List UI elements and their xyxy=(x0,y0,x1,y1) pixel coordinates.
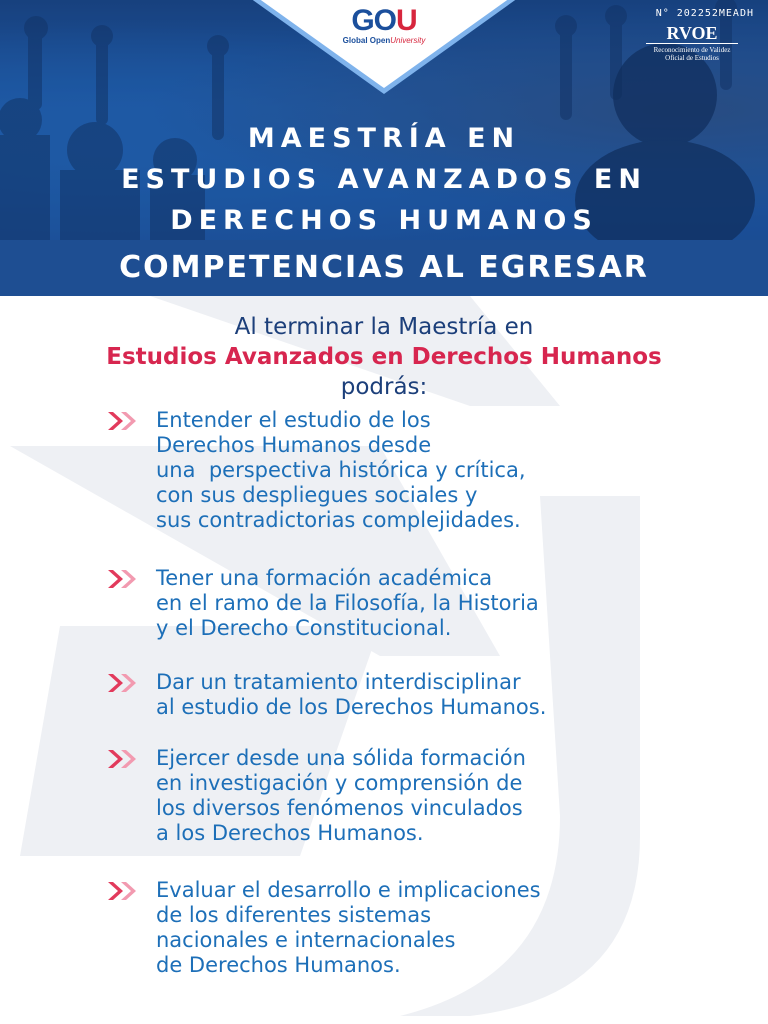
item-line: nacionales e internacionales xyxy=(156,928,456,952)
intro-program-name: Estudios Avanzados en Derechos Humanos xyxy=(106,344,662,370)
list-item xyxy=(104,408,526,533)
item-line: Dar un tratamiento interdisciplinar xyxy=(156,670,521,694)
program-title-line: ESTUDIOS AVANZADOS EN xyxy=(121,164,647,195)
program-title xyxy=(0,118,768,240)
item-line: una perspectiva histórica y crítica, xyxy=(156,458,526,482)
logo-tag-uni: University xyxy=(390,36,426,45)
item-line: a los Derechos Humanos. xyxy=(156,821,424,845)
section-banner: COMPETENCIAS AL EGRESAR xyxy=(0,240,768,296)
rvoe-badge xyxy=(646,24,738,62)
double-chevron-right-icon xyxy=(106,410,142,432)
logo-tag-main: Global Open xyxy=(342,36,391,45)
rvoe-number: N° 202252MEADH xyxy=(655,8,754,19)
item-line: Ejercer desde una sólida formación xyxy=(156,746,526,770)
item-line: sus contradictorias complejidades. xyxy=(156,508,521,532)
item-line: al estudio de los Derechos Humanos. xyxy=(156,695,547,719)
item-line: de Derechos Humanos. xyxy=(156,953,401,977)
logo-mark-u: U xyxy=(396,4,417,37)
item-line: en el ramo de la Filosofía, la Historia xyxy=(156,591,539,615)
list-item xyxy=(104,566,539,641)
rvoe-label: RVOE xyxy=(646,24,738,44)
double-chevron-right-icon xyxy=(106,748,142,770)
list-item xyxy=(104,878,541,978)
program-title-line: DERECHOS HUMANOS xyxy=(170,205,598,236)
intro-text xyxy=(0,312,768,402)
double-chevron-right-icon xyxy=(106,568,142,590)
item-line: Evaluar el desarrollo e implicaciones xyxy=(156,878,541,902)
double-chevron-right-icon xyxy=(106,672,142,694)
intro-line: Al terminar la Maestría en xyxy=(234,314,534,340)
item-line: Derechos Humanos desde xyxy=(156,433,432,457)
item-line: Entender el estudio de los xyxy=(156,408,431,432)
list-item xyxy=(104,670,546,720)
item-line: Tener una formación académica xyxy=(156,566,493,590)
intro-line: podrás: xyxy=(340,374,428,400)
double-chevron-right-icon xyxy=(106,880,142,902)
hero-photo xyxy=(0,0,768,240)
item-line: y el Derecho Constitucional. xyxy=(156,616,452,640)
item-line: los diversos fenómenos vinculados xyxy=(156,796,523,820)
list-item xyxy=(104,746,526,846)
item-line: en investigación y comprensión de xyxy=(156,771,523,795)
program-title-line: MAESTRÍA EN xyxy=(247,123,521,154)
logo-mark-go: GO xyxy=(351,4,396,37)
item-line: de los diferentes sistemas xyxy=(156,903,432,927)
rvoe-caption: Reconocimiento de Validez Oficial de Estudios xyxy=(653,46,731,62)
item-line: con sus despliegues sociales y xyxy=(156,483,478,507)
